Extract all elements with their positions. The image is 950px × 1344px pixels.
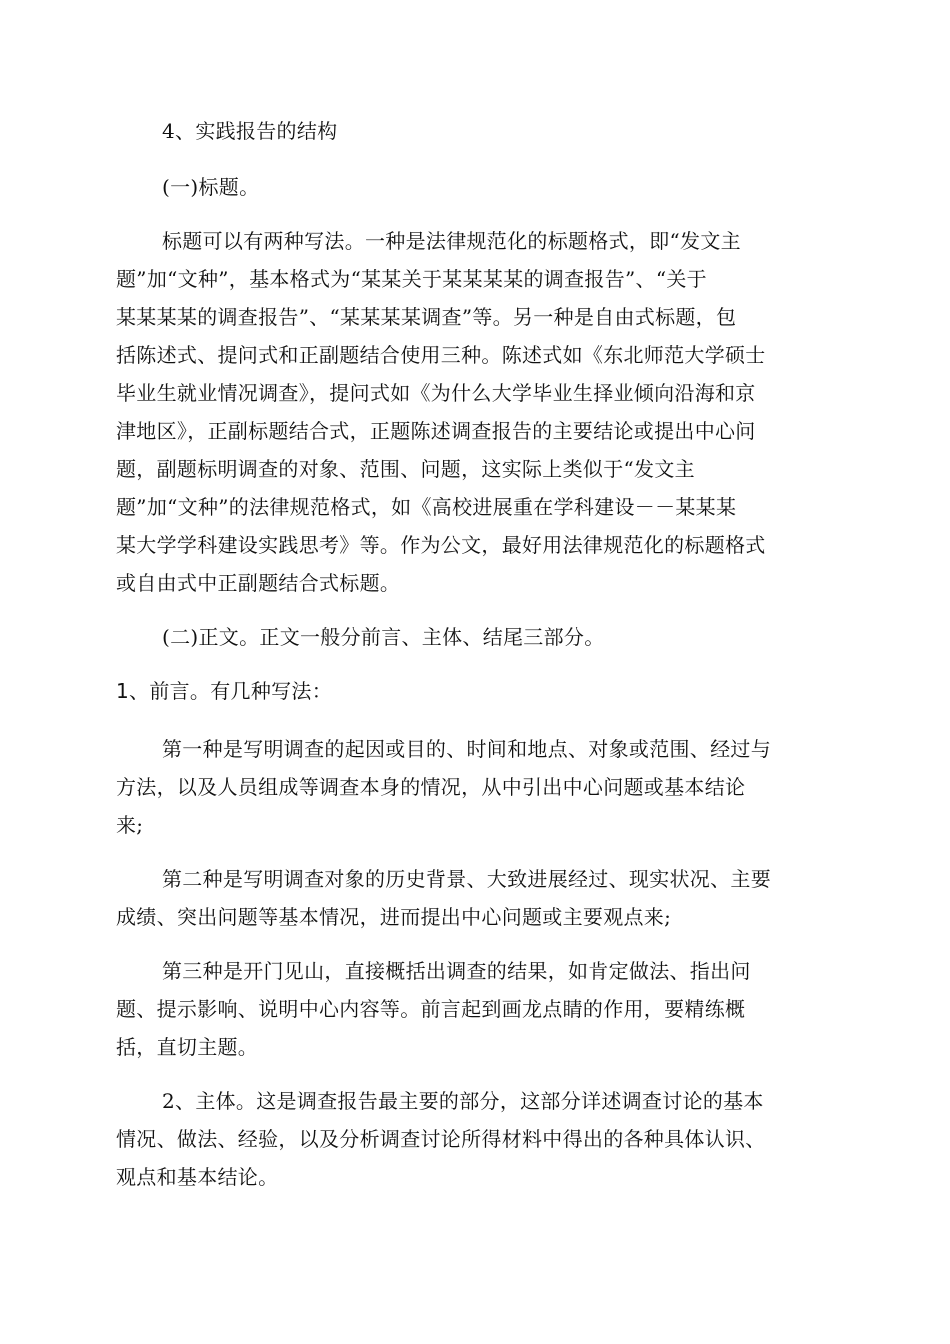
main-body-paragraph: 2、主体。这是调查报告最主要的部分，这部分详述调查讨论的基本 情况、做法、经验，以及分析调查讨论所得材料中得出的各种具体认识、 观点和基本结论。 xyxy=(116,1089,766,1189)
preface-method-3: 第三种是开门见山，直接概括出调查的结果，如肯定做法、指出问 题、提示影响、说明中心内容等。前言起到画龙点睛的作用，要精练概 括，直切主题。 xyxy=(116,959,751,1059)
preface-method-1: 第一种是写明调查的起因或目的、时间和地点、对象或范围、经过与 方法，以及人员组成等调查本身的情况，从中引出中心问题或基本结论 来; xyxy=(116,737,771,837)
preface-heading: 1、前言。有几种写法： xyxy=(116,679,333,703)
preface-method-2: 第二种是写明调查对象的历史背景、大致进展经过、现实状况、主要 成绩、突出问题等基本情况，进而提出中心问题或主要观点来; xyxy=(116,867,771,929)
section-heading: 4、实践报告的结构 xyxy=(162,119,338,143)
body-section-heading: (二)正文。正文一般分前言、主体、结尾三部分。 xyxy=(162,625,605,649)
title-section-heading: (一)标题。 xyxy=(162,175,260,199)
title-paragraph: 标题可以有两种写法。一种是法律规范化的标题格式，即“发文主 题”加“文种”，基本格式为“某某关于某某某某的调查报告”、“关于 某某某某的调查报告”、“某某某某调查”等。另一种是自由式标题，包 括陈述式、提问式和正副题结合使用三种。陈述式如《东北师范大学硕士 毕业生就业情况调查》，提问式如《为什么大学毕业生择业倾向沿海和京 津地区》，正副标题结合式，正题陈述调查报告的主要结论或提出中心问 题，副题标明调查的对象、范围、问题，这实际上类似于“发文主 题”加“文种”的法律规范格式，如《高校进展重在学科建设－－某某某 某大学学科建设实践思考》等。作为公文，最好用法律规范化的标题格式 或自由式中正副题结合式标题。 xyxy=(116,229,766,595)
